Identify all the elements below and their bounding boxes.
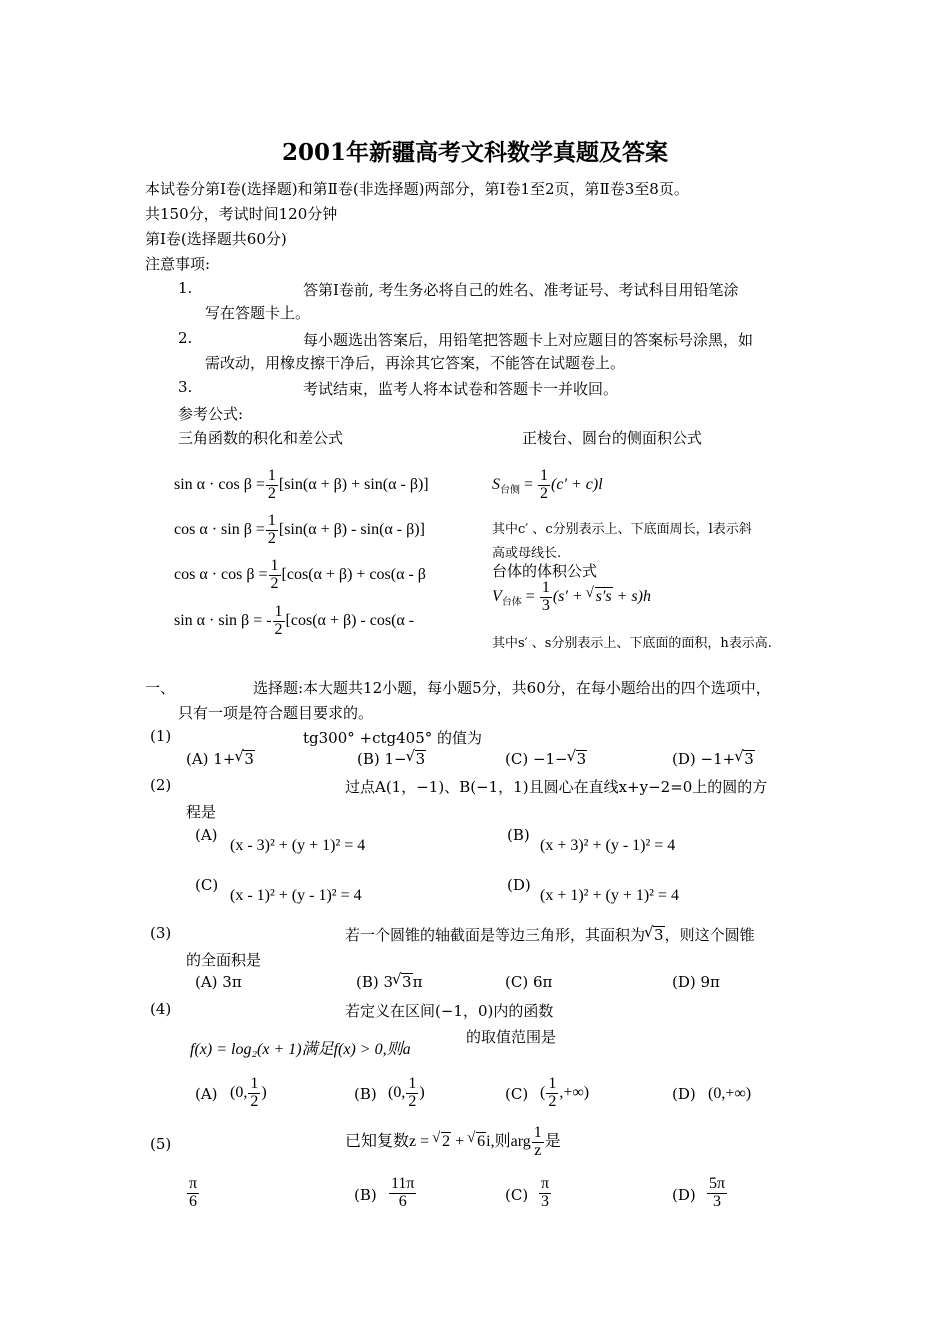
q4-d-label: (D) [672,1085,696,1103]
note-1-line-1: 答第Ⅰ卷前, 考生务必将自己的姓名、准考证号、考试科目用铅笔涂 [303,281,739,299]
q4-a-label: (A) [195,1085,218,1103]
section-1-num: 一、 [145,679,176,697]
q4-c-label: (C) [505,1085,529,1103]
section-1-line-2: 只有一项是符合题目要求的。 [178,704,374,722]
q4-option-d: (0,+∞) [708,1085,752,1102]
note-1-line-2: 写在答题卡上。 [205,304,311,322]
q1-num: (1) [150,727,172,745]
q3-option-d: (D) 9π [672,973,720,991]
formulas-heading: 参考公式: [178,405,244,423]
q4-num: (4) [150,1000,172,1018]
frustum-area-heading: 正棱台、圆台的侧面积公式 [522,429,703,447]
formula-frustum-area: $S_{台侧}$ = $\frac{1}{2}$ (c′ + c)l [492,467,603,502]
frustum-volume-note: 其中s′ 、s分别表示上、下底面的面积，h表示高. [492,636,772,651]
q2-stem-2: 程是 [186,803,217,821]
trig-formulas-heading: 三角函数的积化和差公式 [178,429,344,447]
q4-stem: 若定义在区间(−1，0)内的函数 [345,1002,554,1020]
q4-option-c: ( $\frac{1}{2}$ ,+∞) [540,1075,590,1110]
formula-sin-cos: sin α · cos β = $\frac{1}{2}$ [sin(α + β) + sin(α - β)] [174,467,429,502]
note-2-line-2: 需改动，用橡皮擦干净后，再涂其它答案，不能答在试题卷上。 [205,354,626,372]
part-1-heading: 第Ⅰ卷(选择题共60分) [145,230,287,248]
q3-stem-2: 的全面积是 [186,951,262,969]
q2-b-label: (B) [507,826,530,844]
q2-stem: 过点A(1，−1)、B(−1，1)且圆心在直线x+y−2=0上的圆的方 [345,778,768,796]
q3-stem: 若一个圆锥的轴截面是等边三角形，其面积为√ 3，则这个圆锥 [345,924,755,945]
q1-option-b: (B) 1−√ 3 [357,750,426,768]
q1-option-c: (C) −1−√ 3 [505,750,587,768]
section-1-line-1: 选择题:本大题共12小题，每小题5分，共60分，在每小题给出的四个选项中， [253,679,771,697]
q2-option-b: (x + 3)² + (y - 1)² = 4 [540,837,676,854]
frustum-area-note-2: 高或母线长. [492,546,562,561]
q5-num: (5) [150,1135,172,1153]
intro-line-2: 共150分，考试时间120分钟 [145,205,338,223]
frustum-volume-heading: 台体的体积公式 [492,562,598,580]
q2-option-c: (x - 1)² + (y - 1)² = 4 [230,887,362,904]
q4-option-b: (0, $\frac{1}{2}$ ) [388,1075,425,1110]
formula-frustum-volume: $V_{台体}$ = $\frac{1}{3}$ (s′ + √ s′s + s)h [492,580,651,615]
q2-a-label: (A) [195,826,218,844]
q2-option-a: (x - 3)² + (y + 1)² = 4 [230,837,366,854]
q2-num: (2) [150,776,172,794]
q5-option-c: $\frac{\pi}{3}$ [541,1175,550,1210]
q1-option-a: (A) 1+√ 3 [186,750,255,768]
q5-option-a: $\frac{\pi}{6}$ [189,1175,198,1210]
q2-c-label: (C) [195,876,219,894]
formula-cos-sin: cos α · sin β = $\frac{1}{2}$ [sin(α + β) - sin(α - β)] [174,512,425,547]
q3-option-c: (C) 6π [505,973,553,991]
q5-d-label: (D) [672,1186,696,1204]
intro-line-1: 本试卷分第Ⅰ卷(选择题)和第Ⅱ卷(非选择题)两部分，第Ⅰ卷1至2页，第Ⅱ卷3至8页。 [145,180,689,198]
q5-b-label: (B) [354,1186,377,1204]
notes-heading: 注意事项: [145,255,211,273]
q3-option-a: (A) 3π [195,973,242,991]
q5-option-b: $\frac{11\pi}{6}$ [391,1175,415,1210]
formula-sin-sin: sin α · sin β = - $\frac{1}{2}$ [cos(α + β) - cos(α - [174,603,415,638]
note-3-num: 3. [178,378,193,396]
q3-num: (3) [150,924,172,942]
q2-option-d: (x + 1)² + (y + 1)² = 4 [540,887,679,904]
q3-option-b: (B) 3√ 3π [356,973,422,991]
q1-stem: tg300° +ctg405° 的值为 [303,729,483,747]
note-2-line-1: 每小题选出答案后，用铅笔把答题卡上对应题目的答案标号涂黑，如 [303,331,754,349]
page-title: 2001年新疆高考文科数学真题及答案 [281,139,668,166]
q4-b-label: (B) [354,1085,377,1103]
q4-tail: 的取值范围是 [466,1028,557,1046]
q4-option-a: (0, $\frac{1}{2}$ ) [230,1075,267,1110]
q5-option-d: $\frac{5\pi}{3}$ [709,1175,726,1210]
q5-c-label: (C) [505,1186,529,1204]
frustum-area-note-1: 其中c′ 、c分别表示上、下底面周长，l表示斜 [492,522,752,537]
note-1-num: 1. [178,279,193,297]
note-2-num: 2. [178,329,193,347]
q5-stem: 已知复数z = √ 2 + √ 6i,则arg $\frac{1}{z}$ 是 [345,1125,561,1160]
q4-formula: f(x) = log₂(x + 1)满足f(x) > 0,则a [190,1041,411,1058]
note-3-line-1: 考试结束，监考人将本试卷和答题卡一并收回。 [303,380,619,398]
q1-option-d: (D) −1+√ 3 [672,750,755,768]
formula-cos-cos: cos α · cos β = $\frac{1}{2}$ [cos(α + β) + cos(α - β [174,557,426,592]
q2-d-label: (D) [507,876,531,894]
